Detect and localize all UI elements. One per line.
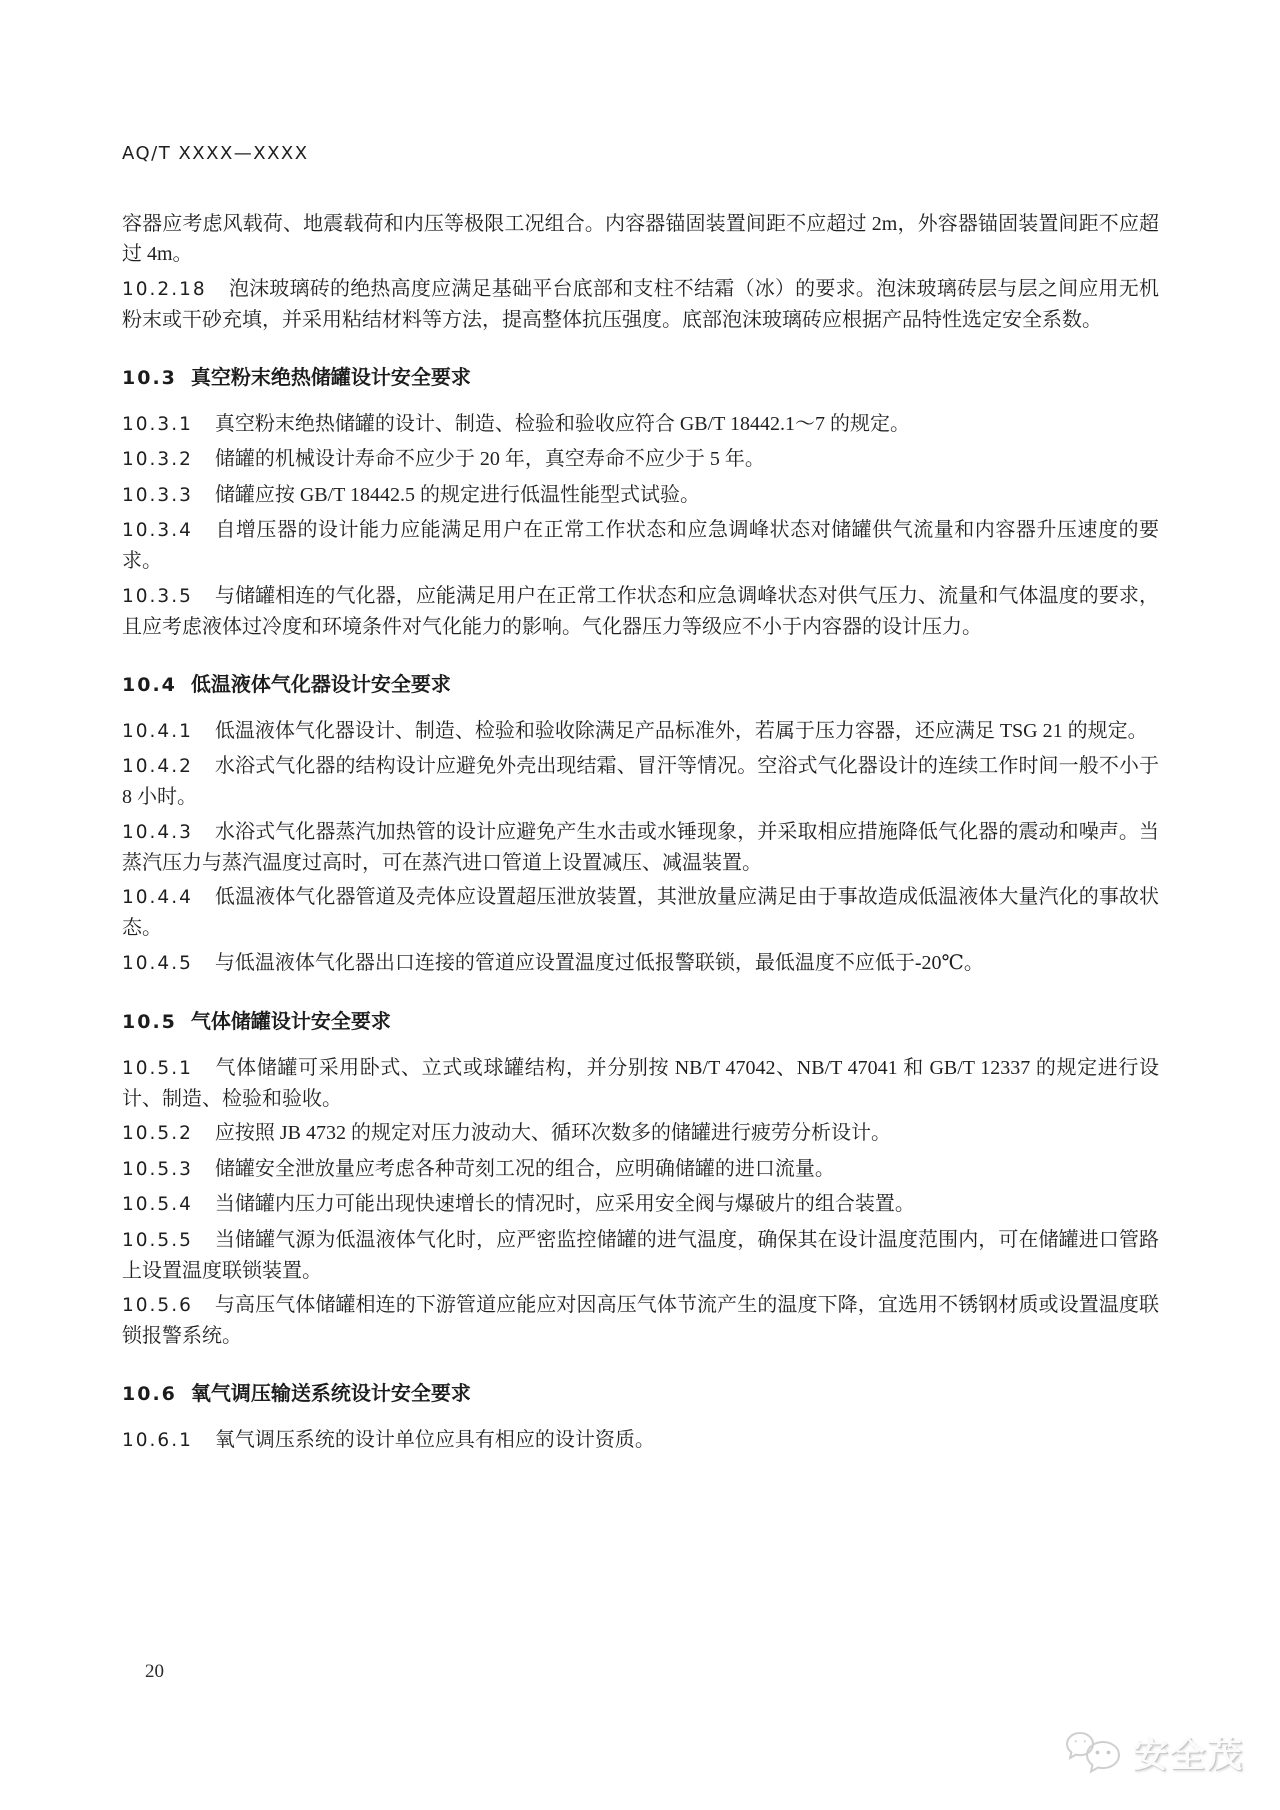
paragraph-text: 与储罐相连的气化器，应能满足用户在正常工作状态和应急调峰状态对供气压力、流量和气体温度的要求，且应考虑液体过冷度和环境条件对气化能力的影响。气化器压力等级应不小于内容器的设计压力。 — [122, 584, 1159, 638]
clause-number: 10.5.2 — [122, 1123, 193, 1144]
section-title-text: 氧气调压输送系统设计安全要求 — [190, 1381, 471, 1405]
clause-number: 10.4.1 — [122, 720, 193, 742]
clause-number: 10.4.5 — [122, 952, 193, 974]
clause-number: 10.3.4 — [122, 520, 193, 541]
paragraph-text: 与低温液体气化器出口连接的管道应设置温度过低报警联锁，最低温度不应低于-20℃。 — [214, 951, 984, 974]
section-title-text: 气体储罐设计安全要求 — [190, 1008, 391, 1033]
clause-paragraph — [122, 948, 1159, 979]
section-title-text: 低温液体气化器设计安全要求 — [190, 671, 451, 696]
clause-paragraph — [122, 1053, 1159, 1114]
paragraph-text: 自增压器的设计能力应能满足用户在正常工作状态和应急调峰状态对储罐供气流量和内容器升压速度的要求。 — [122, 519, 1159, 572]
clause-number: 10.5.1 — [122, 1057, 193, 1079]
paragraph-text: 当储罐气源为低温液体气化时，应严密监控储罐的进气温度，确保其在设计温度范围内，可在储罐进口管路上设置温度联锁装置。 — [122, 1228, 1159, 1282]
section-number: 10.6 — [122, 1383, 177, 1405]
clause-paragraph — [122, 1154, 1159, 1185]
clause-number: 10.4.3 — [122, 821, 193, 843]
clause-paragraph — [122, 1290, 1159, 1351]
clause-number: 10.2.18 — [122, 278, 207, 300]
section-heading — [122, 1378, 1159, 1409]
clause-paragraph — [122, 444, 1159, 475]
clause-number: 10.5.3 — [122, 1158, 193, 1180]
paragraph-text: 氧气调压系统的设计单位应具有相应的设计资质。 — [214, 1429, 655, 1451]
paragraph-text: 真空粉末绝热储罐的设计、制造、检验和验收应符合 GB/T 18442.1～7 的规定。 — [214, 412, 911, 435]
clause-number: 10.3.5 — [122, 585, 193, 607]
document-body — [122, 209, 1159, 1456]
clause-paragraph — [122, 274, 1159, 335]
clause-number: 10.4.4 — [122, 887, 193, 908]
paragraph-text: 应按照 JB 4732 的规定对压力波动大、循环次数多的储罐进行疲劳分析设计。 — [214, 1122, 891, 1144]
section-number: 10.4 — [122, 673, 177, 696]
paragraph-text: 储罐安全泄放量应考虑各种苛刻工况的组合，应明确储罐的进口流量。 — [214, 1157, 835, 1180]
clause-paragraph — [122, 515, 1159, 576]
clause-number: 10.5.4 — [122, 1194, 193, 1215]
paragraph-text: 容器应考虑风载荷、地震载荷和内压等极限工况组合。内容器锚固装置间距不应超过 2m，外容器锚固装置间距不应超过 4m。 — [122, 213, 1159, 265]
paragraph-text: 气体储罐可采用卧式、立式或球罐结构，并分别按 NB/T 47042、NB/T 47041 和 GB/T 12337 的规定进行设计、制造、检验和验收。 — [122, 1056, 1159, 1110]
clause-number: 10.5.5 — [122, 1229, 193, 1251]
clause-paragraph — [122, 1225, 1159, 1286]
clause-paragraph — [122, 716, 1159, 747]
paragraph-text: 泡沫玻璃砖的绝热高度应满足基础平台底部和支柱不结霜（冰）的要求。泡沫玻璃砖层与层之间应用无机粉末或干砂充填，并采用粘结材料等方法，提高整体抗压强度。底部泡沫玻璃砖应根据产品特性选定安全系数。 — [122, 277, 1159, 331]
paragraph-text: 储罐应按 GB/T 18442.5 的规定进行低温性能型式试验。 — [214, 483, 701, 506]
clause-paragraph — [122, 817, 1159, 878]
page-number: 20 — [145, 1661, 164, 1682]
wechat-bubbles-icon — [1063, 1729, 1125, 1777]
section-heading — [122, 1006, 1159, 1037]
section-number: 10.3 — [122, 366, 177, 389]
clause-paragraph — [122, 480, 1159, 511]
paragraph-text: 低温液体气化器管道及壳体应设置超压泄放装置，其泄放量应满足由于事故造成低温液体大量汽化的事故状态。 — [122, 886, 1159, 939]
paragraph-text: 水浴式气化器蒸汽加热管的设计应避免产生水击或水锤现象，并采取相应措施降低气化器的震动和噪声。当蒸汽压力与蒸汽温度过高时，可在蒸汽进口管道上设置减压、减温装置。 — [122, 820, 1159, 874]
clause-paragraph — [122, 409, 1159, 440]
clause-number: 10.3.2 — [122, 449, 193, 470]
clause-paragraph — [122, 751, 1159, 812]
watermark-text: 安全茂 — [1132, 1736, 1244, 1776]
clause-paragraph — [122, 1189, 1159, 1220]
clause-number: 10.4.2 — [122, 756, 193, 777]
paragraph-text: 低温液体气化器设计、制造、检验和验收除满足产品标准外，若属于压力容器，还应满足 TSG 21 的规定。 — [214, 719, 1148, 742]
clause-number: 10.3.1 — [122, 413, 193, 435]
paragraph-text: 当储罐内压力可能出现快速增长的情况时，应采用安全阀与爆破片的组合装置。 — [214, 1193, 915, 1215]
clause-paragraph — [122, 1118, 1159, 1149]
clause-number: 10.5.6 — [122, 1295, 193, 1316]
clause-paragraph — [122, 1425, 1159, 1456]
clause-paragraph — [122, 882, 1159, 943]
paragraph-text: 水浴式气化器的结构设计应避免外壳出现结霜、冒汗等情况。空浴式气化器设计的连续工作时间一般不小于 8 小时。 — [122, 755, 1159, 808]
clause-paragraph — [122, 581, 1159, 642]
section-heading — [122, 362, 1159, 393]
paragraph-text: 与高压气体储罐相连的下游管道应能应对因高压气体节流产生的温度下降，宜选用不锈钢材质或设置温度联锁报警系统。 — [122, 1294, 1159, 1347]
standard-number-header: AQ/T XXXX—XXXX — [122, 143, 309, 164]
paragraph-text: 储罐的机械设计寿命不应少于 20 年，真空寿命不应少于 5 年。 — [214, 448, 765, 470]
section-title-text: 真空粉末绝热储罐设计安全要求 — [190, 364, 471, 389]
section-heading — [122, 669, 1159, 700]
clause-number: 10.6.1 — [122, 1430, 193, 1451]
body-paragraph — [122, 209, 1159, 269]
section-number: 10.5 — [122, 1010, 177, 1033]
clause-number: 10.3.3 — [122, 484, 193, 506]
watermark — [1063, 1728, 1244, 1778]
